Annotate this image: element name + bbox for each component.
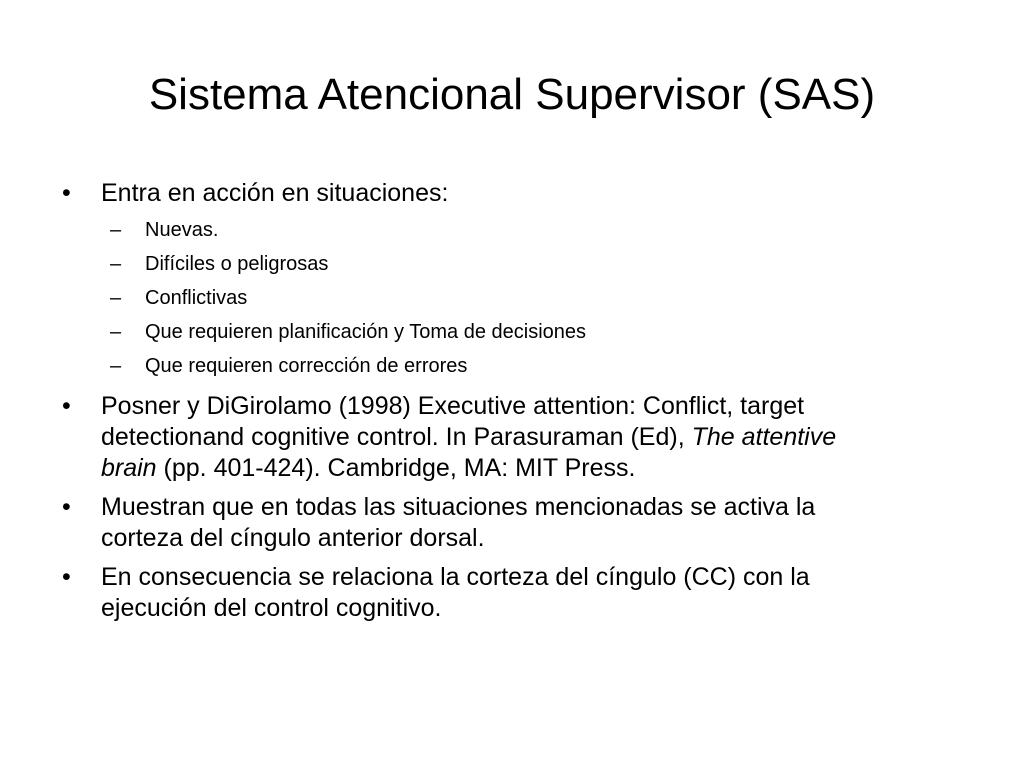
bullet-icon: • bbox=[62, 392, 71, 420]
sub-item-text: Que requieren planificación y Toma de decisiones bbox=[145, 321, 587, 343]
bullet-item-3-line-1: Muestran que en todas las situaciones mencionadas se activa la bbox=[101, 493, 816, 521]
bullet-item-4-line-1: En consecuencia se relaciona la corteza del cíngulo (CC) con la bbox=[101, 563, 810, 591]
reference-line-3-text: (pp. 401-424). Cambridge, MA: MIT Press. bbox=[163, 454, 636, 482]
sub-item-text: Difíciles o peligrosas bbox=[145, 253, 329, 275]
bullet-item-3-line-2: corteza del cíngulo anterior dorsal. bbox=[101, 524, 485, 552]
reference-line-3 bbox=[101, 453, 962, 484]
bullet-icon: • bbox=[62, 493, 71, 521]
sub-item bbox=[62, 251, 962, 277]
book-title-part-2: brain bbox=[101, 454, 157, 482]
sub-item bbox=[62, 217, 962, 243]
reference-line-2 bbox=[101, 422, 962, 453]
bullet-icon: • bbox=[62, 563, 71, 591]
dash-icon: – bbox=[110, 219, 122, 241]
book-title-part-1: The attentive bbox=[691, 423, 837, 451]
sub-item bbox=[62, 319, 962, 345]
bullet-item-4 bbox=[62, 562, 962, 624]
dash-icon: – bbox=[110, 287, 122, 309]
bullet-item-1 bbox=[62, 178, 962, 209]
sub-item-text: Conflictivas bbox=[145, 287, 248, 309]
bullet-icon: • bbox=[62, 179, 71, 207]
bullet-item-2 bbox=[62, 391, 962, 484]
reference-line-1: Posner y DiGirolamo (1998) Executive attention: Conflict, target bbox=[101, 392, 805, 420]
sub-item-text: Que requieren corrección de errores bbox=[145, 355, 468, 377]
dash-icon: – bbox=[110, 253, 122, 275]
sub-item bbox=[62, 353, 962, 379]
slide-title: Sistema Atencional Supervisor (SAS) bbox=[148, 70, 876, 119]
sub-item-text: Nuevas. bbox=[145, 219, 219, 241]
dash-icon: – bbox=[110, 321, 122, 343]
sub-list bbox=[62, 217, 962, 379]
bullet-item-1-text: Entra en acción en situaciones: bbox=[101, 179, 449, 207]
slide-content bbox=[62, 178, 962, 632]
reference-line-2-text: detectionand cognitive control. In Parasuraman (Ed), bbox=[101, 423, 685, 451]
sub-item bbox=[62, 285, 962, 311]
dash-icon: – bbox=[110, 355, 122, 377]
bullet-item-4-line-2: ejecución del control cognitivo. bbox=[101, 594, 442, 622]
bullet-item-3 bbox=[62, 492, 962, 554]
